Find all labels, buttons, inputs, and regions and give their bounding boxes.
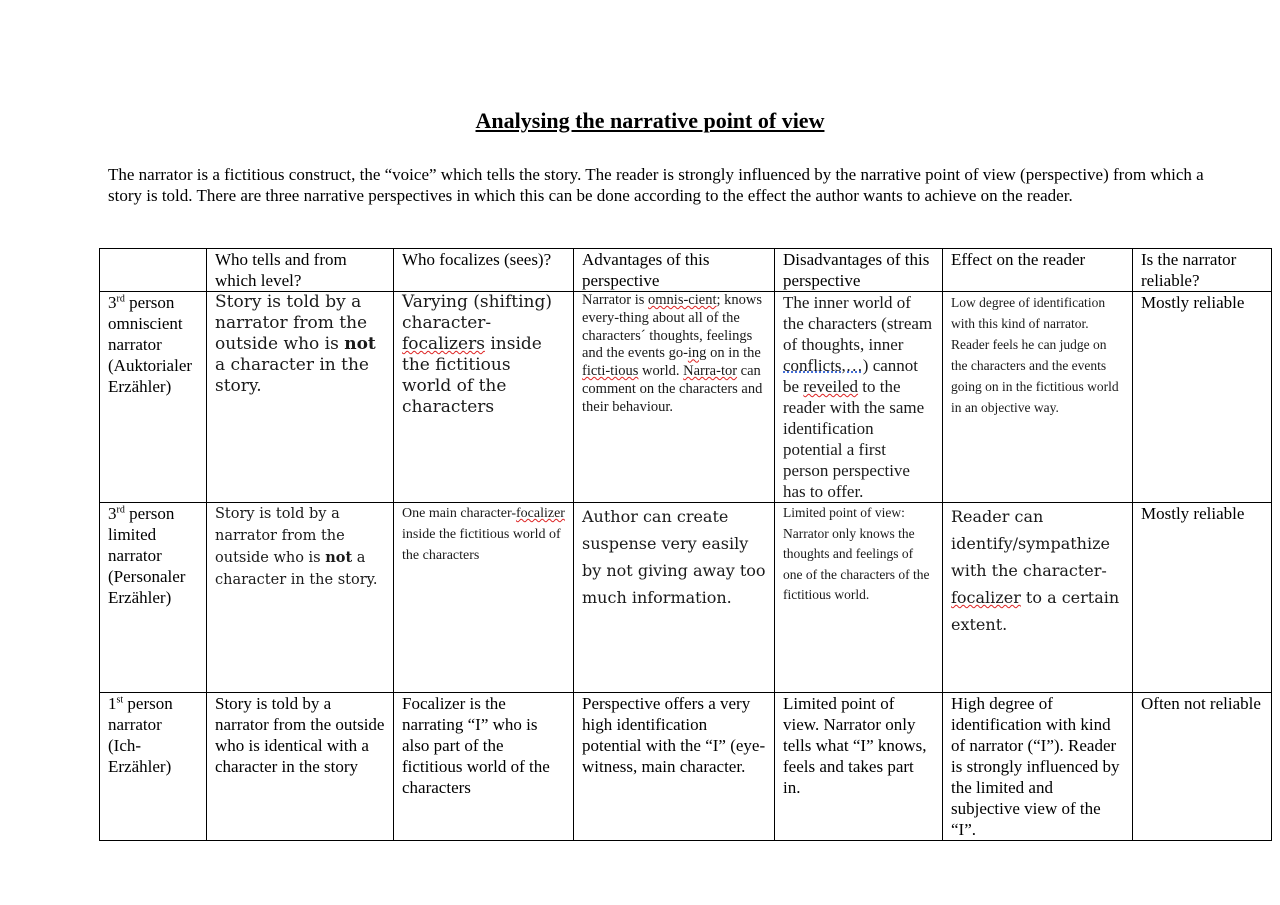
table-row — [100, 292, 1272, 503]
reliable-cell: Often not reliable — [1133, 693, 1272, 841]
page-title: Analysing the narrative point of view — [475, 108, 825, 133]
intro-paragraph: The narrator is a fictitious construct, the “voice” which tells the story. The reader is strongly influenced by the narrative point of view (perspective) from which a story is told. There are three narrative perspectives in which this can be done according to the effect the author wants to achieve on the reader. — [108, 165, 1204, 205]
table-row — [100, 503, 1272, 693]
disadvantages-cell: The inner world of the characters (stream of thoughts, inner conflicts,…) cannot be reveiled to the reader with the same identification potential a first person perspective has to offer. — [775, 292, 943, 503]
who-tells-cell: Story is told by a narrator from the outside who is identical with a character in the story — [207, 693, 394, 841]
narrator-type-cell: 1st person narrator (Ich-Erzähler) — [100, 693, 207, 841]
effect-cell: Low degree of identification with this kind of narrator. Reader feels he can judge on the characters and the events going on in the fictitious world in an objective way. — [943, 292, 1133, 503]
header-reliable: Is the narrator reliable? — [1133, 249, 1272, 292]
reliable-cell: Mostly reliable — [1133, 503, 1272, 693]
who-tells-cell: Story is told by a narrator from the outside who is not a character in the story. — [207, 292, 394, 503]
narrator-type-cell: 3rd person omniscient narrator (Auktorialer Erzähler) — [100, 292, 207, 503]
table-header-row — [100, 249, 1272, 292]
disadvantages-cell: Limited point of view: Narrator only knows the thoughts and feelings of one of the characters of the fictitious world. — [775, 503, 943, 693]
header-disadvantages: Disadvantages of this perspective — [775, 249, 943, 292]
header-effect: Effect on the reader — [943, 249, 1133, 292]
who-tells-cell: Story is told by a narrator from the outside who is not a character in the story. — [207, 503, 394, 693]
advantages-cell: Author can create suspense very easily by not giving away too much information. — [574, 503, 775, 693]
header-advantages: Advantages of this perspective — [574, 249, 775, 292]
who-focalizes-cell: One main character-focalizer inside the fictitious world of the characters — [394, 503, 574, 693]
reliable-cell: Mostly reliable — [1133, 292, 1272, 503]
who-focalizes-cell: Varying (shifting) character-focalizers inside the fictitious world of the characters — [394, 292, 574, 503]
who-focalizes-cell: Focalizer is the narrating “I” who is also part of the fictitious world of the characters — [394, 693, 574, 841]
header-who-tells: Who tells and from which level? — [207, 249, 394, 292]
effect-cell: High degree of identification with kind of narrator (“I”). Reader is strongly influenced by the limited and subjective view of the “I”. — [943, 693, 1133, 841]
header-cell-empty — [100, 249, 207, 292]
header-who-focalizes: Who focalizes (sees)? — [394, 249, 574, 292]
narrator-type-cell: 3rd person limited narrator (Personaler Erzähler) — [100, 503, 207, 693]
disadvantages-cell: Limited point of view. Narrator only tells what “I” knows, feels and takes part in. — [775, 693, 943, 841]
advantages-cell: Perspective offers a very high identification potential with the “I” (eye-witness, main character. — [574, 693, 775, 841]
table-row — [100, 693, 1272, 841]
effect-cell: Reader can identify/sympathize with the character-focalizer to a certain extent. — [943, 503, 1133, 693]
advantages-cell: Narrator is omnis-cient; knows every-thing about all of the characters´ thoughts, feelings and the events go-ing on in the ficti-tious world. Narra-tor can comment on the characters and their behaviour. — [574, 292, 775, 503]
narrative-perspective-table — [99, 248, 1272, 841]
